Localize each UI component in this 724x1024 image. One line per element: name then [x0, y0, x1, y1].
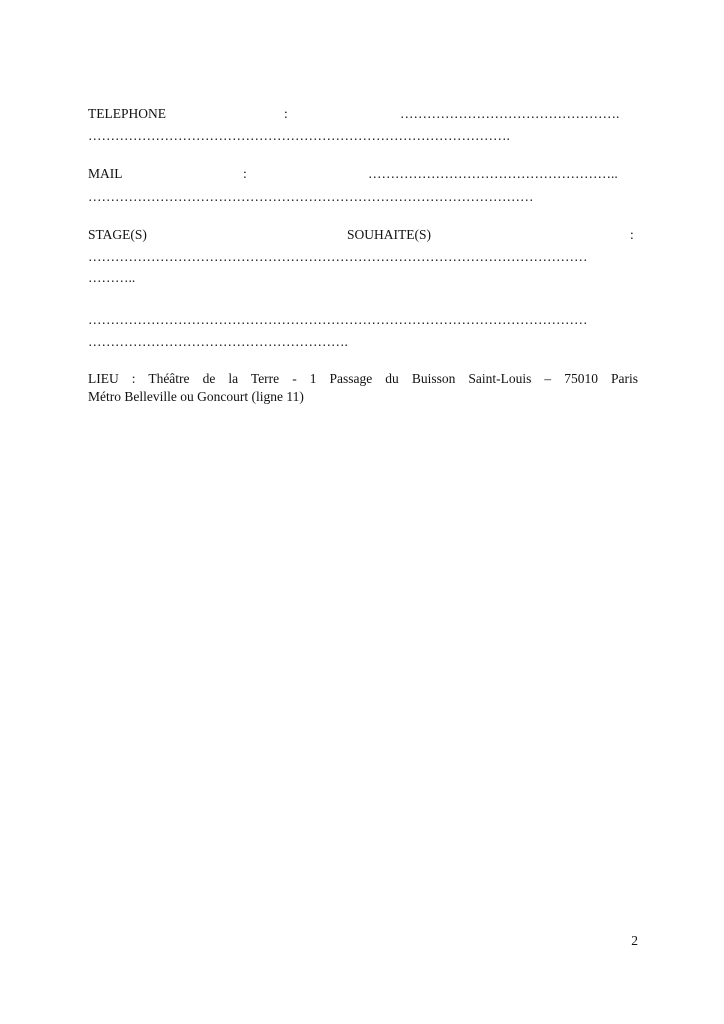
telephone-colon: :	[284, 106, 288, 121]
stages-label: STAGE(S)	[88, 227, 147, 242]
stages-colon: :	[630, 227, 634, 242]
mail-dots-line2[interactable]: ………………………………………………………………………………………	[88, 189, 534, 204]
souhaites-label: SOUHAITE(S)	[347, 227, 431, 242]
telephone-dots-line2[interactable]: ………………………………………………………………………………….	[88, 128, 510, 143]
mail-label: MAIL	[88, 166, 123, 181]
stages-dots-line3[interactable]: …………………………………………………………………………………………………	[88, 312, 588, 327]
page-number: 2	[631, 933, 638, 948]
telephone-dots-line1[interactable]: ………………………………………….	[400, 106, 620, 121]
location-line1: LIEU : Théâtre de la Terre - 1 Passage du Buisson Saint-Louis – 75010 Paris	[88, 371, 638, 386]
mail-colon: :	[243, 166, 247, 181]
mail-dots-line1[interactable]: ………………………………………………..	[368, 166, 618, 181]
stages-dots-line4[interactable]: ………………………………………………….	[88, 334, 348, 349]
location-line2: Métro Belleville ou Goncourt (ligne 11)	[88, 389, 304, 404]
stages-dots-line2[interactable]: ………..	[88, 270, 136, 285]
telephone-label: TELEPHONE	[88, 106, 166, 121]
stages-dots-line1[interactable]: …………………………………………………………………………………………………	[88, 249, 588, 264]
